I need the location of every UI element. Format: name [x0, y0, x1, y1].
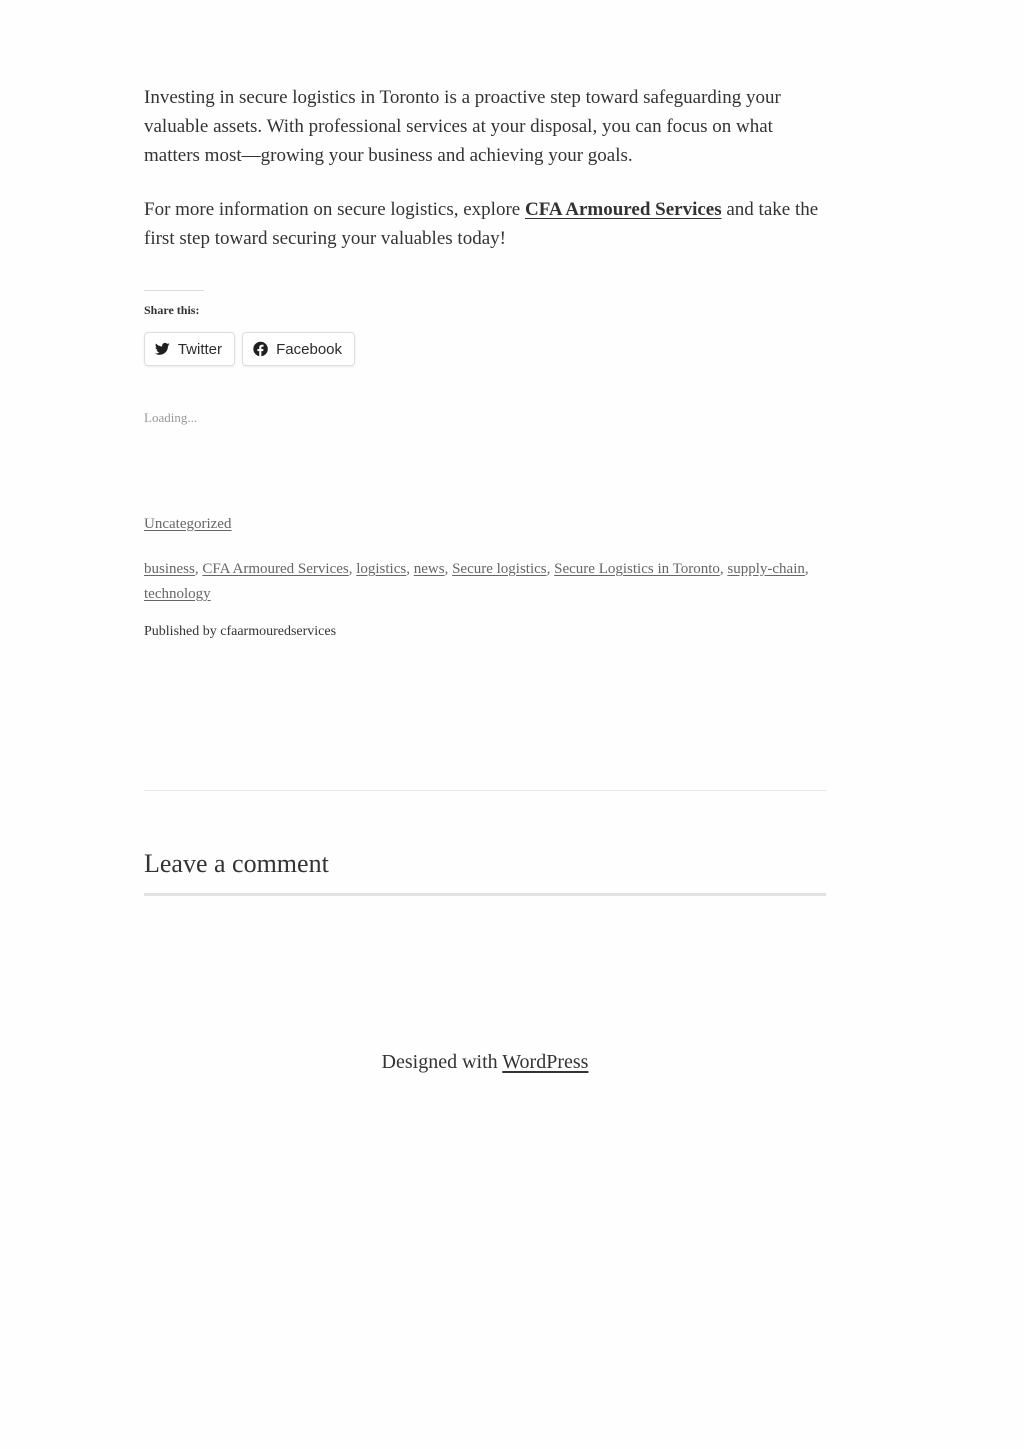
category-link[interactable]: Uncategorized [144, 516, 232, 532]
share-title: Share this: [144, 303, 200, 317]
byline-prefix: Published by [144, 624, 221, 639]
share-facebook-button[interactable] [242, 332, 355, 366]
tag-link[interactable]: Secure logistics [452, 561, 547, 577]
facebook-label: Facebook [276, 340, 342, 358]
wordpress-link[interactable]: WordPress [502, 1051, 589, 1073]
paragraph-text-after: and take the first step toward securing your valuables today! [144, 199, 819, 249]
leave-comment-heading: Leave a comment [144, 849, 329, 878]
tag-link[interactable]: business [144, 561, 195, 577]
author-name: cfaarmouredservices [220, 624, 337, 639]
tag-link[interactable]: CFA Armoured Services [202, 561, 349, 577]
share-twitter-button[interactable] [144, 332, 235, 366]
tag-link[interactable]: technology [144, 586, 211, 602]
tag-link[interactable]: supply-chain [727, 561, 805, 577]
facebook-logo-icon [253, 340, 268, 358]
likes-loading-text: Loading... [144, 410, 198, 425]
footer-credit [382, 1051, 589, 1073]
tag-link[interactable]: Secure Logistics in Toronto [554, 561, 720, 577]
article-paragraph: Investing in secure logistics in Toronto is a proactive step toward safeguarding your valuable assets. With professional services at your disposal, you can focus on what matters most—growing your business and achieving your goals. [144, 87, 781, 166]
article-paragraph-cta [144, 195, 826, 253]
tag-link[interactable]: news [413, 561, 445, 577]
footer-prefix: Designed with [381, 1051, 503, 1073]
share-divider [144, 290, 204, 291]
twitter-bird-icon [155, 341, 170, 357]
section-divider [144, 790, 826, 791]
twitter-label: Twitter [177, 340, 222, 358]
tag-link[interactable]: logistics [356, 561, 407, 577]
comment-heading-underline [144, 893, 826, 896]
author-byline [144, 624, 336, 640]
tag-list: business, CFA Armoured Services, logistics, news, Secure logistics, Secure Logistics in Toronto, supply-chain, technology [144, 561, 809, 602]
cfa-armoured-services-link[interactable]: CFA Armoured Services [524, 199, 722, 220]
paragraph-text-before: For more information on secure logistics, explore [144, 199, 525, 220]
site-footer [0, 1051, 1024, 1074]
